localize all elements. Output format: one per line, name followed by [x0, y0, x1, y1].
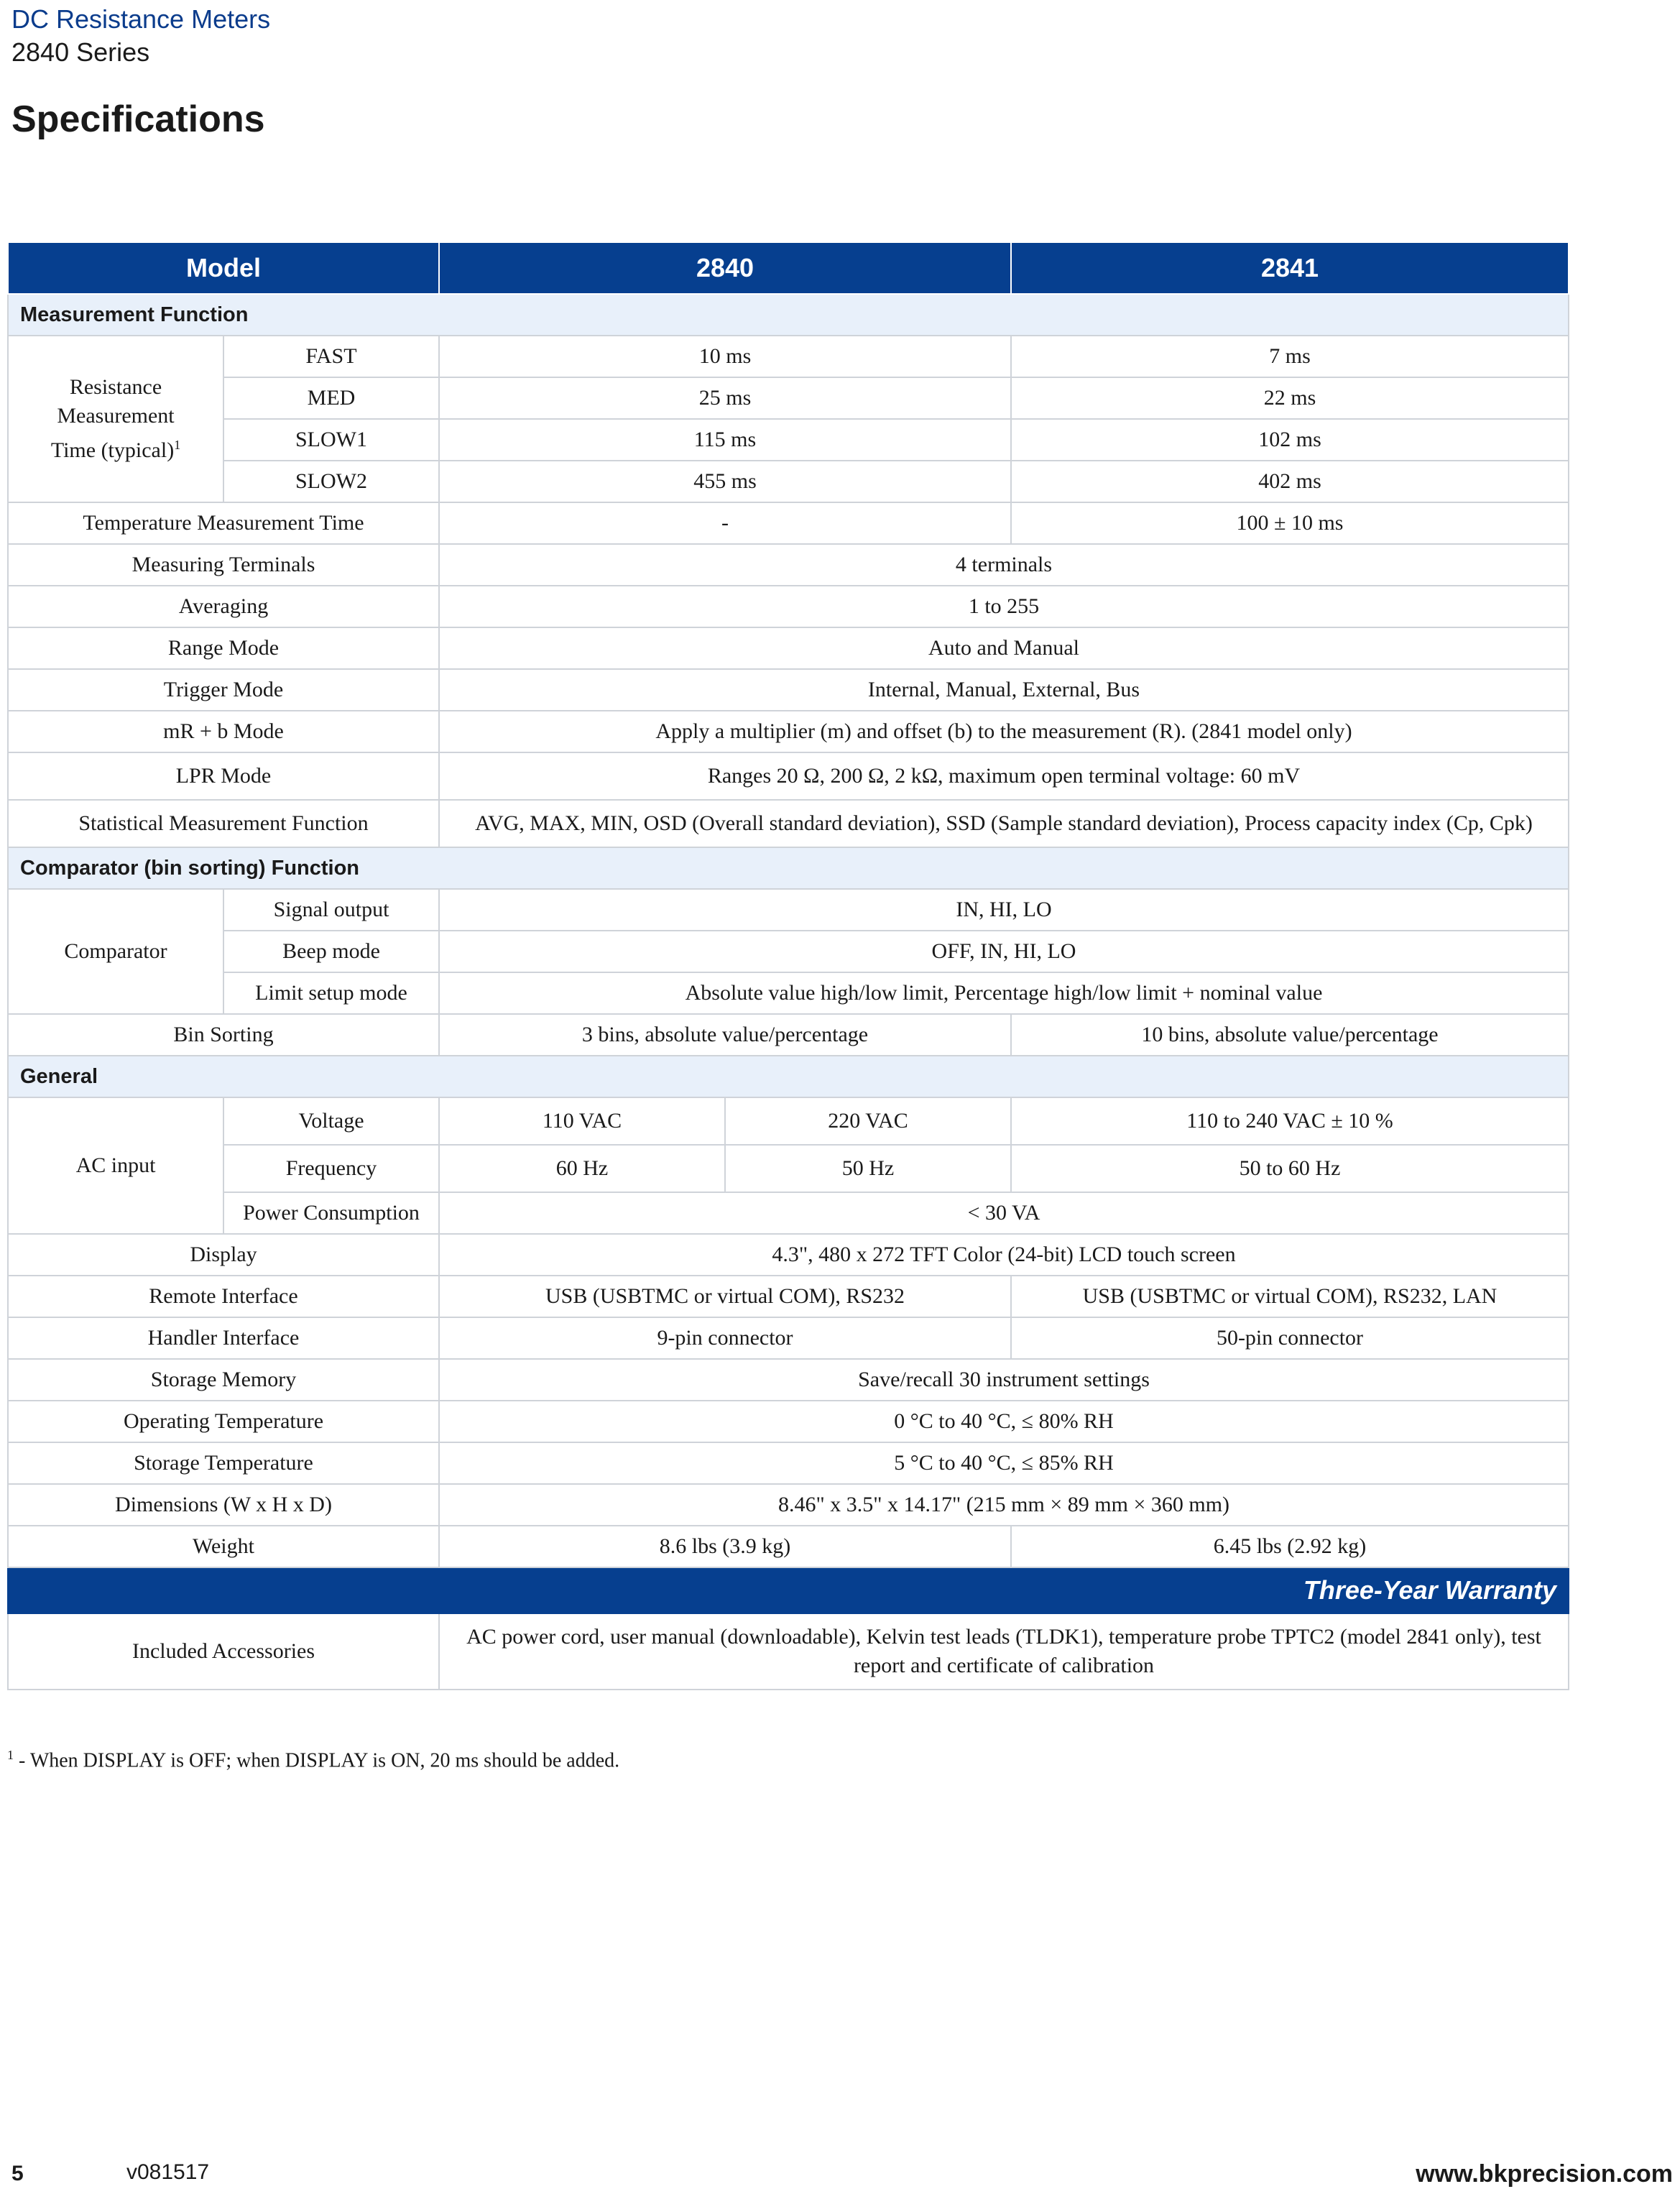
value-2840: 455 ms [439, 461, 1011, 502]
table-row [8, 800, 1569, 847]
value-2841: 402 ms [1011, 461, 1569, 502]
value-2841: 110 to 240 VAC ± 10 % [1011, 1097, 1569, 1145]
table-row [8, 1317, 1569, 1359]
sub-label: Beep mode [223, 931, 439, 972]
row-label: Weight [8, 1526, 439, 1567]
table-row [8, 544, 1569, 586]
speed-label: SLOW1 [223, 419, 439, 461]
header-2840: 2840 [439, 242, 1011, 294]
row-label: Remote Interface [8, 1276, 439, 1317]
row-label: Storage Memory [8, 1359, 439, 1401]
value-2841: 100 ± 10 ms [1011, 502, 1569, 544]
value-2841: 10 bins, absolute value/percentage [1011, 1014, 1569, 1056]
speed-label: FAST [223, 336, 439, 377]
table-row [8, 889, 1569, 931]
section-row-measurement [8, 294, 1569, 336]
sub-label: Power Consumption [223, 1192, 439, 1234]
footnote-mark: 1 [174, 438, 181, 452]
header-2841: 2841 [1011, 242, 1569, 294]
row-label: LPR Mode [8, 752, 439, 800]
value-2841: 22 ms [1011, 377, 1569, 419]
section-comparator-function: Comparator (bin sorting) Function [8, 847, 1569, 889]
section-measurement-function: Measurement Function [8, 294, 1569, 336]
row-label: Included Accessories [8, 1613, 439, 1690]
table-row [8, 461, 1569, 502]
row-value: Save/recall 30 instrument settings [439, 1359, 1569, 1401]
resistance-measurement-time-label [8, 336, 223, 502]
row-value: 4.3", 480 x 272 TFT Color (24-bit) LCD touch screen [439, 1234, 1569, 1276]
row-label: Display [8, 1234, 439, 1276]
footnote-text: - When DISPLAY is OFF; when DISPLAY is ON, 20 ms should be added. [14, 1749, 620, 1772]
warranty-row [8, 1567, 1569, 1613]
value-2841: 50-pin connector [1011, 1317, 1569, 1359]
table-row [8, 972, 1569, 1014]
row-value: OFF, IN, HI, LO [439, 931, 1569, 972]
value-2840: 25 ms [439, 377, 1011, 419]
table-row [8, 502, 1569, 544]
speed-label: MED [223, 377, 439, 419]
value-2841: 7 ms [1011, 336, 1569, 377]
value-2840-a: 110 VAC [439, 1097, 725, 1145]
row-value: < 30 VA [439, 1192, 1569, 1234]
value-2841: 6.45 lbs (2.92 kg) [1011, 1526, 1569, 1567]
table-header-row [8, 242, 1569, 294]
table-row [8, 1145, 1569, 1192]
row-value: 8.46" x 3.5" x 14.17" (215 mm × 89 mm × 360 mm) [439, 1484, 1569, 1526]
section-row-comparator [8, 847, 1569, 889]
table-row [8, 1097, 1569, 1145]
value-2840: 9-pin connector [439, 1317, 1011, 1359]
row-value: 5 °C to 40 °C, ≤ 85% RH [439, 1442, 1569, 1484]
value-2840: 10 ms [439, 336, 1011, 377]
row-value: Auto and Manual [439, 627, 1569, 669]
section-row-general [8, 1056, 1569, 1097]
row-value: AVG, MAX, MIN, OSD (Overall standard deviation), SSD (Sample standard deviation), Process capacity index (Cp, Cpk) [439, 800, 1569, 847]
sub-label: Signal output [223, 889, 439, 931]
sub-label: Frequency [223, 1145, 439, 1192]
label-line: Time (typical) [50, 438, 175, 462]
value-2840: 115 ms [439, 419, 1011, 461]
value-2841: 102 ms [1011, 419, 1569, 461]
value-2840: 8.6 lbs (3.9 kg) [439, 1526, 1011, 1567]
row-label: Temperature Measurement Time [8, 502, 439, 544]
row-value: 4 terminals [439, 544, 1569, 586]
row-value: IN, HI, LO [439, 889, 1569, 931]
row-label: Bin Sorting [8, 1014, 439, 1056]
version-code: v081517 [126, 2160, 210, 2184]
specifications-table [7, 241, 1569, 1690]
row-label: Trigger Mode [8, 669, 439, 711]
row-label: Storage Temperature [8, 1442, 439, 1484]
table-row [8, 1276, 1569, 1317]
row-label: Statistical Measurement Function [8, 800, 439, 847]
table-row [8, 752, 1569, 800]
row-label: Handler Interface [8, 1317, 439, 1359]
value-2841: 50 to 60 Hz [1011, 1145, 1569, 1192]
table-row [8, 1442, 1569, 1484]
series-heading: 2840 Series [11, 37, 150, 67]
value-2840-a: 60 Hz [439, 1145, 725, 1192]
product-line-heading: DC Resistance Meters [11, 4, 271, 34]
table-row [8, 669, 1569, 711]
row-label: Dimensions (W x H x D) [8, 1484, 439, 1526]
table-row [8, 1192, 1569, 1234]
page-title: Specifications [11, 98, 265, 140]
table-row [8, 1484, 1569, 1526]
section-general: General [8, 1056, 1569, 1097]
comparator-label: Comparator [8, 889, 223, 1014]
value-2840: 3 bins, absolute value/percentage [439, 1014, 1011, 1056]
row-value: AC power cord, user manual (downloadable), Kelvin test leads (TLDK1), temperature probe TPTC2 (model 2841 only), test report and certificate of calibration [439, 1613, 1569, 1690]
table-row [8, 1613, 1569, 1690]
row-label: Measuring Terminals [8, 544, 439, 586]
row-label: Operating Temperature [8, 1401, 439, 1442]
row-label: mR + b Mode [8, 711, 439, 752]
table-row [8, 1526, 1569, 1567]
table-row [8, 1401, 1569, 1442]
speed-label: SLOW2 [223, 461, 439, 502]
row-value: 1 to 255 [439, 586, 1569, 627]
table-row [8, 711, 1569, 752]
footnote-mark: 1 [7, 1748, 14, 1762]
value-2840-b: 220 VAC [725, 1097, 1011, 1145]
value-2840: USB (USBTMC or virtual COM), RS232 [439, 1276, 1011, 1317]
row-value: Apply a multiplier (m) and offset (b) to the measurement (R). (2841 model only) [439, 711, 1569, 752]
row-label: Range Mode [8, 627, 439, 669]
ac-input-label: AC input [8, 1097, 223, 1234]
row-value: Internal, Manual, External, Bus [439, 669, 1569, 711]
value-2840: - [439, 502, 1011, 544]
footnote [7, 1748, 619, 1772]
row-value: Absolute value high/low limit, Percentage high/low limit + nominal value [439, 972, 1569, 1014]
website-url: www.bkprecision.com [1416, 2160, 1673, 2188]
warranty-banner: Three-Year Warranty [8, 1567, 1569, 1613]
sub-label: Voltage [223, 1097, 439, 1145]
label-line: Measurement [57, 404, 175, 428]
row-label: Averaging [8, 586, 439, 627]
label-line: Resistance [69, 375, 162, 399]
value-2841: USB (USBTMC or virtual COM), RS232, LAN [1011, 1276, 1569, 1317]
row-value: Ranges 20 Ω, 200 Ω, 2 kΩ, maximum open terminal voltage: 60 mV [439, 752, 1569, 800]
table-row [8, 1234, 1569, 1276]
table-row [8, 1014, 1569, 1056]
page-number: 5 [11, 2162, 24, 2185]
value-2840-b: 50 Hz [725, 1145, 1011, 1192]
table-row [8, 931, 1569, 972]
table-row [8, 586, 1569, 627]
sub-label: Limit setup mode [223, 972, 439, 1014]
table-row [8, 627, 1569, 669]
table-row [8, 419, 1569, 461]
header-model: Model [8, 242, 439, 294]
table-row [8, 1359, 1569, 1401]
table-row [8, 377, 1569, 419]
row-value: 0 °C to 40 °C, ≤ 80% RH [439, 1401, 1569, 1442]
table-row [8, 336, 1569, 377]
